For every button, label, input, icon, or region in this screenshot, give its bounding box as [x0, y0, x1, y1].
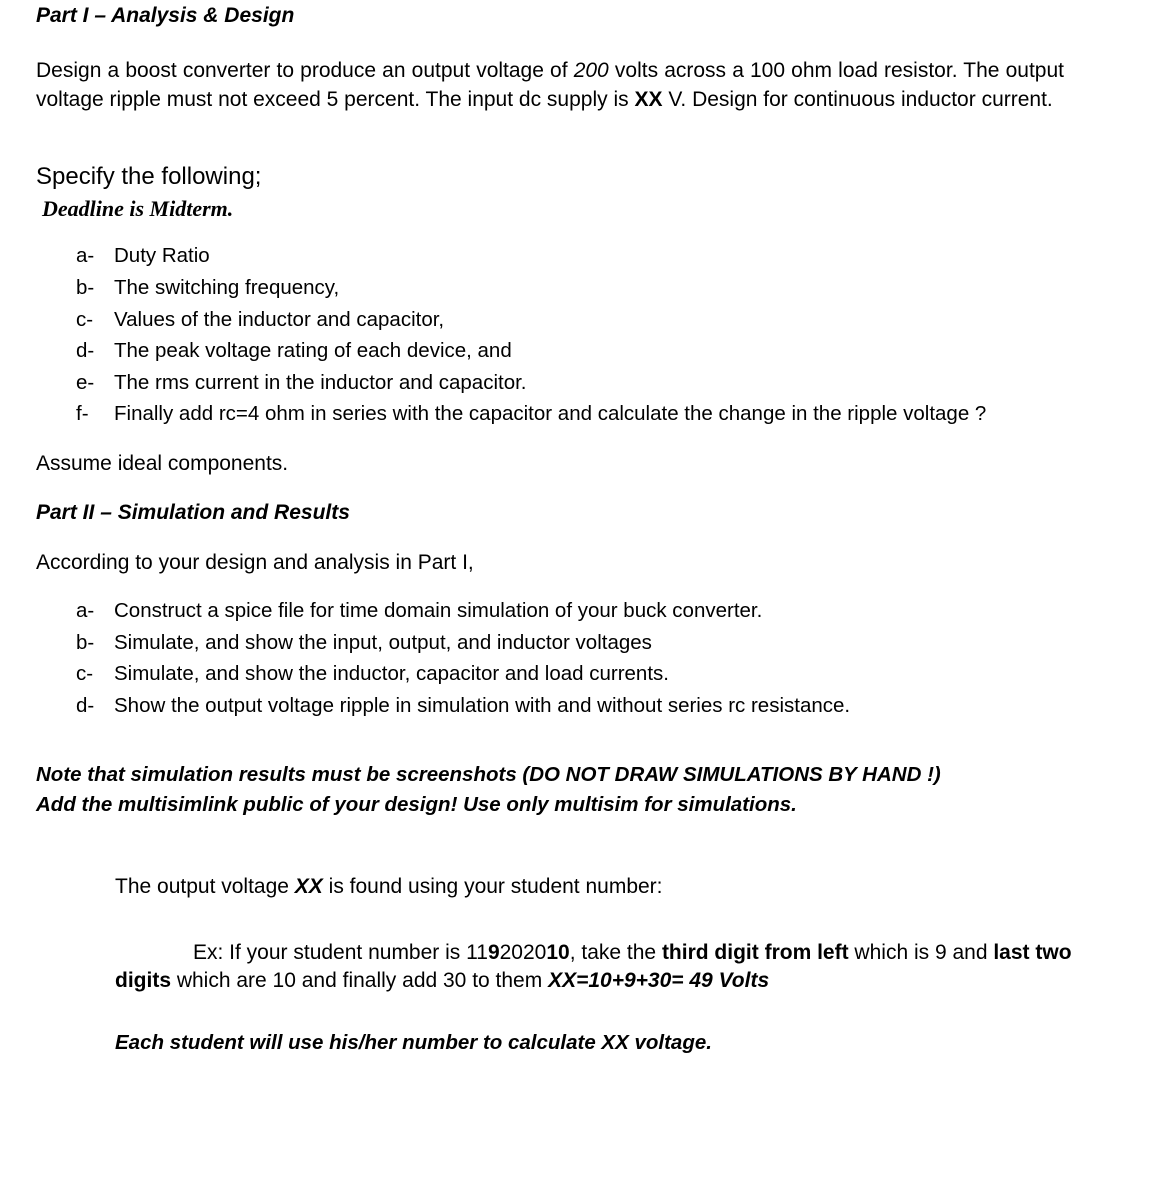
example-formula: XX=10+9+30= 49 Volts — [548, 969, 770, 992]
output-voltage-value: 200 — [573, 59, 609, 82]
example-text-2: 2020 — [499, 941, 547, 964]
specify-heading: Specify the following; — [36, 163, 262, 190]
example-text-4: which is 9 and — [848, 941, 994, 964]
intro-text-2: volts across a 100 ohm load resistor. The output voltage ripple must not exceed 5 percent. The input dc supply is — [36, 59, 1064, 111]
deadline-note: Deadline is Midterm. — [42, 196, 234, 221]
example-text-1: Ex: If your student number is 11 — [193, 941, 488, 964]
part1-heading: Part I – Analysis & Design — [36, 4, 295, 27]
list-marker: b- — [76, 276, 95, 299]
note-screenshots: Note that simulation results must be screenshots (DO NOT DRAW SIMULATIONS BY HAND !) — [36, 763, 941, 786]
input-voltage-placeholder: XX — [634, 88, 663, 111]
xx-placeholder: XX — [294, 875, 323, 898]
xx-explain-text-2: is found using your student number: — [322, 875, 663, 898]
list-marker: e- — [76, 371, 95, 394]
xx-explain-text-1: The output voltage — [115, 875, 295, 898]
list-marker: a- — [76, 244, 95, 267]
list-item-text: Construct a spice file for time domain simulation of your buck converter. — [114, 599, 763, 622]
list-item-text: Show the output voltage ripple in simulation with and without series rc resistance. — [114, 694, 851, 717]
example-digits-last: 10 — [546, 941, 570, 964]
list-item-text: Finally add rc=4 ohm in series with the capacitor and calculate the change in the ripple voltage ? — [114, 402, 987, 425]
intro-paragraph — [36, 56, 1064, 114]
list-item-text: The rms current in the inductor and capacitor. — [114, 371, 527, 394]
list-marker: d- — [76, 694, 95, 717]
part2-heading: Part II – Simulation and Results — [36, 501, 350, 524]
xx-explanation — [115, 872, 663, 901]
example-paragraph — [115, 939, 1075, 995]
list-marker: d- — [76, 339, 95, 362]
list-item-text: Simulate, and show the inductor, capacitor and load currents. — [114, 662, 669, 685]
list-item-text: Values of the inductor and capacitor, — [114, 308, 445, 331]
list-item-text: The switching frequency, — [114, 276, 340, 299]
list-item-text: Simulate, and show the input, output, and inductor voltages — [114, 631, 652, 654]
note-multisim-link: Add the multisimlink public of your design! Use only multisim for simulations. — [36, 793, 797, 816]
list-item-text: Duty Ratio — [114, 244, 210, 267]
example-text-5: which are 10 and finally add 30 to them — [171, 969, 549, 992]
list-marker: a- — [76, 599, 95, 622]
list-item-text: The peak voltage rating of each device, and — [114, 339, 512, 362]
each-student-note: Each student will use his/her number to calculate XX voltage. — [115, 1031, 712, 1054]
assume-note: Assume ideal components. — [36, 452, 289, 475]
example-third-digit-label: third digit from left — [661, 941, 849, 964]
intro-text-1: Design a boost converter to produce an output voltage of — [36, 59, 574, 82]
list-marker: c- — [76, 662, 94, 685]
example-last-digits-label: last two digits — [115, 941, 1072, 992]
list-marker: f- — [76, 402, 89, 425]
example-text-3: , take the — [569, 941, 662, 964]
intro-text-3: V. Design for continuous inductor current. — [662, 88, 1053, 111]
list-marker: b- — [76, 631, 95, 654]
list-marker: c- — [76, 308, 94, 331]
example-digit-third: 9 — [487, 941, 500, 964]
according-text: According to your design and analysis in Part I, — [36, 551, 474, 574]
